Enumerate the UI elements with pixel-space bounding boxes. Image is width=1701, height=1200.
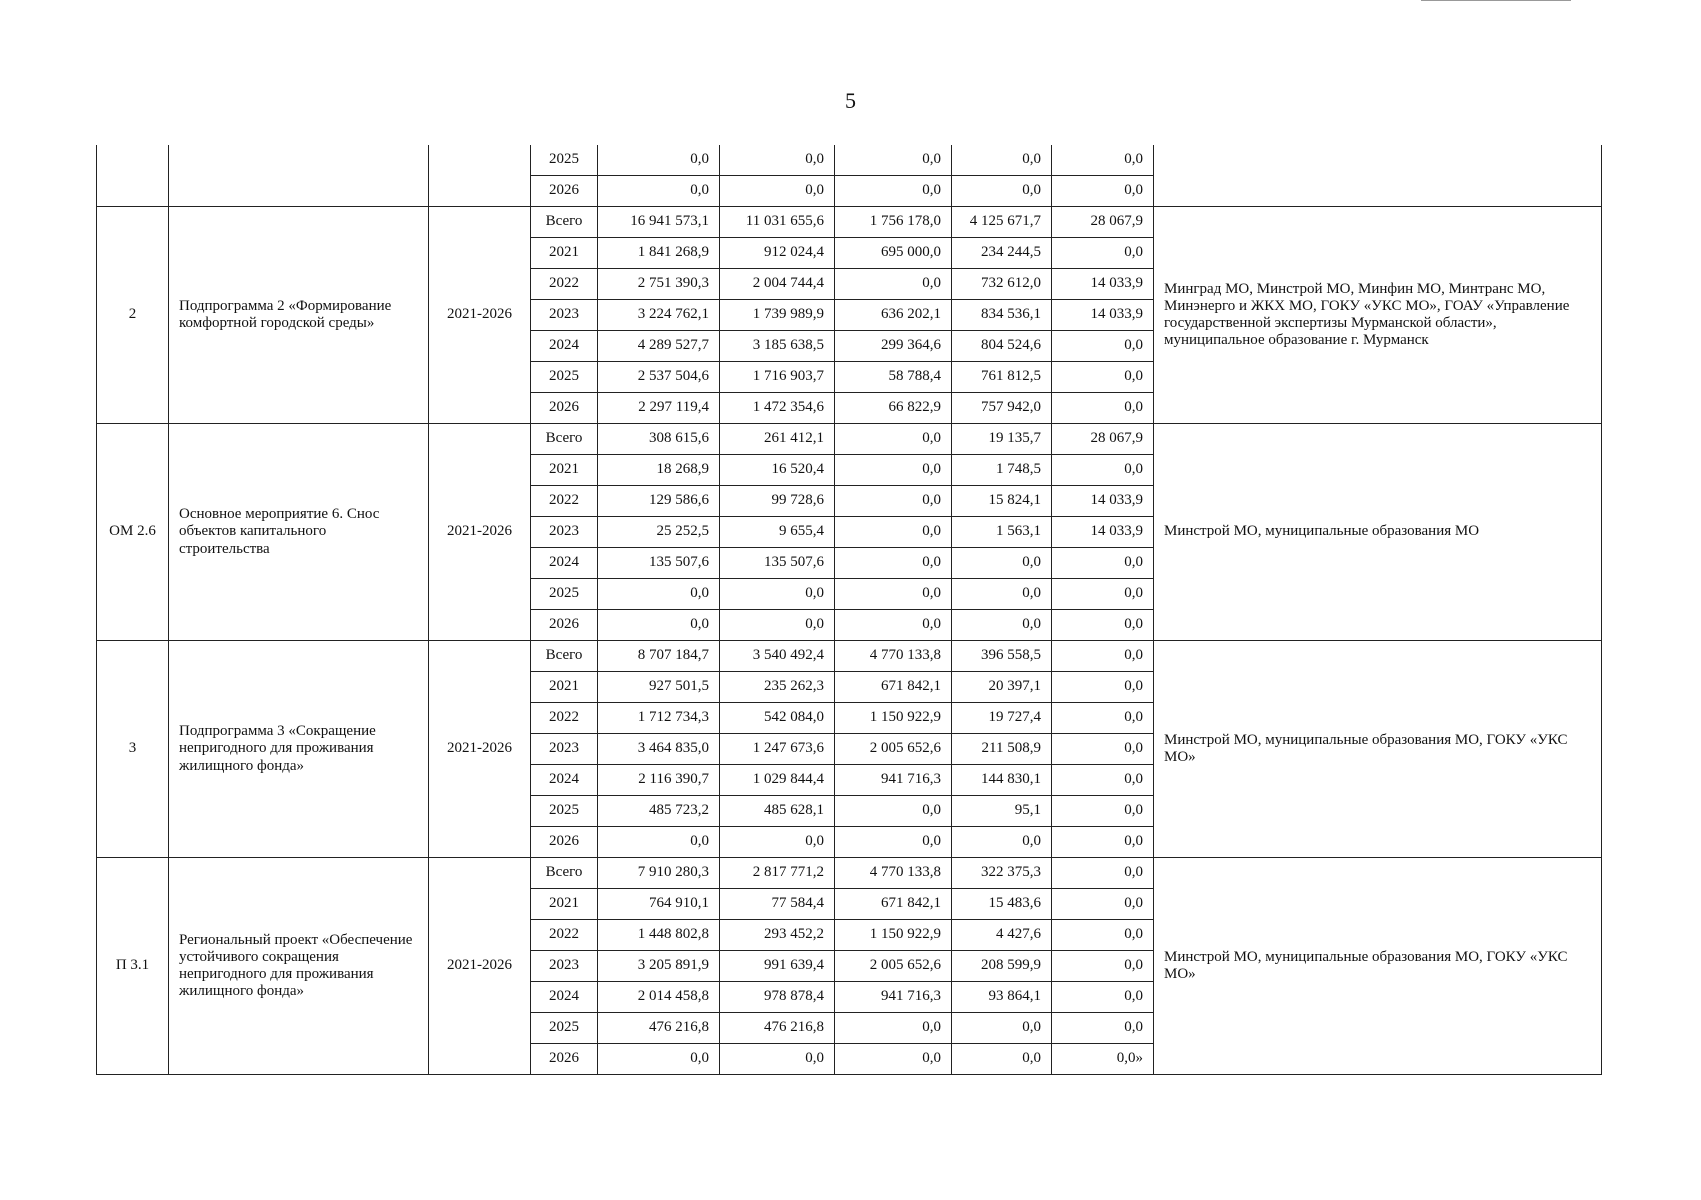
amount-cell: 0,0 <box>1052 827 1154 858</box>
year-cell: 2025 <box>531 145 598 176</box>
amount-cell: 1 029 844,4 <box>720 765 835 796</box>
amount-cell: 0,0 <box>952 548 1052 579</box>
amount-cell: 0,0 <box>952 579 1052 610</box>
amount-cell: 978 878,4 <box>720 982 835 1013</box>
amount-cell: 941 716,3 <box>835 765 952 796</box>
amount-cell: 0,0 <box>1052 1013 1154 1044</box>
year-cell: 2023 <box>531 517 598 548</box>
amount-cell: 1 739 989,9 <box>720 300 835 331</box>
item-name <box>169 145 429 207</box>
amount-cell: 0,0 <box>835 827 952 858</box>
year-cell: 2026 <box>531 610 598 641</box>
year-cell: 2024 <box>531 548 598 579</box>
year-cell: 2026 <box>531 393 598 424</box>
amount-cell: 2 004 744,4 <box>720 269 835 300</box>
amount-cell: 0,0» <box>1052 1044 1154 1075</box>
amount-cell: 0,0 <box>598 1044 720 1075</box>
amount-cell: 0,0 <box>835 548 952 579</box>
year-cell: 2026 <box>531 176 598 207</box>
amount-cell: 0,0 <box>1052 393 1154 424</box>
amount-cell: 0,0 <box>598 145 720 176</box>
amount-cell: 1 472 354,6 <box>720 393 835 424</box>
amount-cell: 0,0 <box>1052 982 1154 1013</box>
amount-cell: 235 262,3 <box>720 672 835 703</box>
amount-cell: 0,0 <box>720 827 835 858</box>
amount-cell: 299 364,6 <box>835 331 952 362</box>
amount-cell: 15 483,6 <box>952 889 1052 920</box>
amount-cell: 0,0 <box>835 1013 952 1044</box>
amount-cell: 1 748,5 <box>952 455 1052 486</box>
amount-cell: 476 216,8 <box>720 1013 835 1044</box>
amount-cell: 28 067,9 <box>1052 207 1154 238</box>
amount-cell: 0,0 <box>1052 145 1154 176</box>
year-cell: 2025 <box>531 362 598 393</box>
year-cell: 2025 <box>531 1013 598 1044</box>
page-number: 5 <box>845 88 856 113</box>
amount-cell: 1 150 922,9 <box>835 703 952 734</box>
executors-cell: Минград МО, Минстрой МО, Минфин МО, Минтранс МО, Минэнерго и ЖКХ МО, ГОКУ «УКС МО», ГОАУ «Управление государственной экспертизы Мурманской области», муниципальное образование г. Мурманск <box>1154 207 1602 424</box>
year-cell: 2022 <box>531 703 598 734</box>
amount-cell: 757 942,0 <box>952 393 1052 424</box>
amount-cell: 211 508,9 <box>952 734 1052 765</box>
amount-cell: 0,0 <box>1052 672 1154 703</box>
amount-cell: 144 830,1 <box>952 765 1052 796</box>
program-funding-table <box>96 145 1602 1075</box>
amount-cell: 2 751 390,3 <box>598 269 720 300</box>
amount-cell: 77 584,4 <box>720 889 835 920</box>
amount-cell: 4 289 527,7 <box>598 331 720 362</box>
amount-cell: 20 397,1 <box>952 672 1052 703</box>
year-cell: 2022 <box>531 269 598 300</box>
amount-cell: 0,0 <box>835 424 952 455</box>
amount-cell: 0,0 <box>720 176 835 207</box>
year-cell: 2024 <box>531 765 598 796</box>
executors-cell: Минстрой МО, муниципальные образования МО <box>1154 424 1602 641</box>
item-period: 2021-2026 <box>429 207 531 424</box>
year-cell: 2023 <box>531 734 598 765</box>
year-cell: 2024 <box>531 331 598 362</box>
year-cell: 2025 <box>531 796 598 827</box>
amount-cell: 7 910 280,3 <box>598 858 720 889</box>
table-row <box>97 145 1602 176</box>
amount-cell: 0,0 <box>835 579 952 610</box>
amount-cell: 14 033,9 <box>1052 486 1154 517</box>
amount-cell: 0,0 <box>1052 176 1154 207</box>
table-row <box>97 207 1602 238</box>
amount-cell: 1 247 673,6 <box>720 734 835 765</box>
amount-cell: 912 024,4 <box>720 238 835 269</box>
amount-cell: 2 817 771,2 <box>720 858 835 889</box>
amount-cell: 9 655,4 <box>720 517 835 548</box>
amount-cell: 1 756 178,0 <box>835 207 952 238</box>
amount-cell: 695 000,0 <box>835 238 952 269</box>
amount-cell: 0,0 <box>1052 796 1154 827</box>
amount-cell: 16 941 573,1 <box>598 207 720 238</box>
amount-cell: 0,0 <box>1052 610 1154 641</box>
amount-cell: 0,0 <box>1052 858 1154 889</box>
amount-cell: 0,0 <box>835 269 952 300</box>
amount-cell: 0,0 <box>1052 920 1154 951</box>
amount-cell: 8 707 184,7 <box>598 641 720 672</box>
amount-cell: 0,0 <box>835 145 952 176</box>
amount-cell: 927 501,5 <box>598 672 720 703</box>
year-cell: 2021 <box>531 889 598 920</box>
amount-cell: 18 268,9 <box>598 455 720 486</box>
year-cell: 2025 <box>531 579 598 610</box>
amount-cell: 4 770 133,8 <box>835 858 952 889</box>
amount-cell: 15 824,1 <box>952 486 1052 517</box>
amount-cell: 0,0 <box>1052 641 1154 672</box>
item-name: Основное мероприятие 6. Снос объектов капитального строительства <box>169 424 429 641</box>
amount-cell: 0,0 <box>952 145 1052 176</box>
amount-cell: 0,0 <box>1052 703 1154 734</box>
amount-cell: 99 728,6 <box>720 486 835 517</box>
amount-cell: 0,0 <box>1052 889 1154 920</box>
amount-cell: 135 507,6 <box>598 548 720 579</box>
amount-cell: 0,0 <box>952 1044 1052 1075</box>
amount-cell: 1 841 268,9 <box>598 238 720 269</box>
amount-cell: 761 812,5 <box>952 362 1052 393</box>
item-code: 3 <box>97 641 169 858</box>
amount-cell: 0,0 <box>598 579 720 610</box>
amount-cell: 0,0 <box>835 176 952 207</box>
top-rule <box>1421 0 1571 1</box>
amount-cell: 19 727,4 <box>952 703 1052 734</box>
amount-cell: 2 537 504,6 <box>598 362 720 393</box>
amount-cell: 129 586,6 <box>598 486 720 517</box>
amount-cell: 3 464 835,0 <box>598 734 720 765</box>
amount-cell: 941 716,3 <box>835 982 952 1013</box>
item-code: ОМ 2.6 <box>97 424 169 641</box>
amount-cell: 4 770 133,8 <box>835 641 952 672</box>
amount-cell: 542 084,0 <box>720 703 835 734</box>
amount-cell: 58 788,4 <box>835 362 952 393</box>
amount-cell: 1 448 802,8 <box>598 920 720 951</box>
amount-cell: 0,0 <box>835 1044 952 1075</box>
amount-cell: 764 910,1 <box>598 889 720 920</box>
year-cell: 2026 <box>531 1044 598 1075</box>
amount-cell: 11 031 655,6 <box>720 207 835 238</box>
amount-cell: 0,0 <box>835 610 952 641</box>
amount-cell: 4 427,6 <box>952 920 1052 951</box>
amount-cell: 636 202,1 <box>835 300 952 331</box>
amount-cell: 0,0 <box>720 579 835 610</box>
table-body <box>97 145 1602 1075</box>
table-row <box>97 641 1602 672</box>
amount-cell: 66 822,9 <box>835 393 952 424</box>
amount-cell: 671 842,1 <box>835 889 952 920</box>
amount-cell: 396 558,5 <box>952 641 1052 672</box>
amount-cell: 93 864,1 <box>952 982 1052 1013</box>
amount-cell: 0,0 <box>1052 734 1154 765</box>
item-code: П 3.1 <box>97 858 169 1075</box>
amount-cell: 322 375,3 <box>952 858 1052 889</box>
amount-cell: 28 067,9 <box>1052 424 1154 455</box>
amount-cell: 0,0 <box>1052 362 1154 393</box>
amount-cell: 0,0 <box>835 796 952 827</box>
amount-cell: 0,0 <box>1052 765 1154 796</box>
amount-cell: 804 524,6 <box>952 331 1052 362</box>
item-name: Подпрограмма 2 «Формирование комфортной городской среды» <box>169 207 429 424</box>
executors-cell: Минстрой МО, муниципальные образования МО, ГОКУ «УКС МО» <box>1154 858 1602 1075</box>
year-cell: 2026 <box>531 827 598 858</box>
year-cell: 2021 <box>531 455 598 486</box>
amount-cell: 208 599,9 <box>952 951 1052 982</box>
table-row <box>97 424 1602 455</box>
item-period <box>429 145 531 207</box>
amount-cell: 3 205 891,9 <box>598 951 720 982</box>
table-row <box>97 858 1602 889</box>
amount-cell: 0,0 <box>1052 951 1154 982</box>
amount-cell: 16 520,4 <box>720 455 835 486</box>
amount-cell: 0,0 <box>598 610 720 641</box>
amount-cell: 135 507,6 <box>720 548 835 579</box>
amount-cell: 0,0 <box>598 827 720 858</box>
amount-cell: 485 723,2 <box>598 796 720 827</box>
amount-cell: 0,0 <box>835 517 952 548</box>
amount-cell: 2 005 652,6 <box>835 734 952 765</box>
amount-cell: 308 615,6 <box>598 424 720 455</box>
amount-cell: 0,0 <box>1052 331 1154 362</box>
amount-cell: 25 252,5 <box>598 517 720 548</box>
year-cell: 2022 <box>531 920 598 951</box>
amount-cell: 2 116 390,7 <box>598 765 720 796</box>
amount-cell: 0,0 <box>952 610 1052 641</box>
amount-cell: 0,0 <box>952 1013 1052 1044</box>
amount-cell: 2 005 652,6 <box>835 951 952 982</box>
year-cell: 2023 <box>531 300 598 331</box>
amount-cell: 0,0 <box>598 176 720 207</box>
item-period: 2021-2026 <box>429 641 531 858</box>
item-code: 2 <box>97 207 169 424</box>
amount-cell: 3 224 762,1 <box>598 300 720 331</box>
item-code <box>97 145 169 207</box>
amount-cell: 476 216,8 <box>598 1013 720 1044</box>
amount-cell: 2 297 119,4 <box>598 393 720 424</box>
amount-cell: 1 563,1 <box>952 517 1052 548</box>
amount-cell: 2 014 458,8 <box>598 982 720 1013</box>
item-period: 2021-2026 <box>429 858 531 1075</box>
amount-cell: 293 452,2 <box>720 920 835 951</box>
amount-cell: 0,0 <box>1052 579 1154 610</box>
year-cell: Всего <box>531 641 598 672</box>
amount-cell: 14 033,9 <box>1052 300 1154 331</box>
year-cell: Всего <box>531 424 598 455</box>
amount-cell: 671 842,1 <box>835 672 952 703</box>
year-cell: 2024 <box>531 982 598 1013</box>
amount-cell: 261 412,1 <box>720 424 835 455</box>
amount-cell: 1 150 922,9 <box>835 920 952 951</box>
year-cell: 2021 <box>531 238 598 269</box>
executors-cell <box>1154 145 1602 207</box>
amount-cell: 485 628,1 <box>720 796 835 827</box>
amount-cell: 3 185 638,5 <box>720 331 835 362</box>
amount-cell: 4 125 671,7 <box>952 207 1052 238</box>
amount-cell: 0,0 <box>952 176 1052 207</box>
amount-cell: 834 536,1 <box>952 300 1052 331</box>
year-cell: Всего <box>531 207 598 238</box>
executors-cell: Минстрой МО, муниципальные образования МО, ГОКУ «УКС МО» <box>1154 641 1602 858</box>
amount-cell: 14 033,9 <box>1052 269 1154 300</box>
year-cell: 2021 <box>531 672 598 703</box>
amount-cell: 0,0 <box>720 1044 835 1075</box>
year-cell: 2022 <box>531 486 598 517</box>
amount-cell: 1 712 734,3 <box>598 703 720 734</box>
amount-cell: 19 135,7 <box>952 424 1052 455</box>
year-cell: Всего <box>531 858 598 889</box>
amount-cell: 732 612,0 <box>952 269 1052 300</box>
amount-cell: 95,1 <box>952 796 1052 827</box>
amount-cell: 0,0 <box>1052 238 1154 269</box>
amount-cell: 3 540 492,4 <box>720 641 835 672</box>
amount-cell: 0,0 <box>1052 455 1154 486</box>
amount-cell: 991 639,4 <box>720 951 835 982</box>
item-period: 2021-2026 <box>429 424 531 641</box>
amount-cell: 0,0 <box>1052 548 1154 579</box>
amount-cell: 234 244,5 <box>952 238 1052 269</box>
amount-cell: 0,0 <box>952 827 1052 858</box>
item-name: Региональный проект «Обеспечение устойчивого сокращения непригодного для проживания жилищного фонда» <box>169 858 429 1075</box>
amount-cell: 0,0 <box>835 455 952 486</box>
amount-cell: 1 716 903,7 <box>720 362 835 393</box>
amount-cell: 0,0 <box>720 145 835 176</box>
amount-cell: 14 033,9 <box>1052 517 1154 548</box>
item-name: Подпрограмма 3 «Сокращение непригодного для проживания жилищного фонда» <box>169 641 429 858</box>
amount-cell: 0,0 <box>835 486 952 517</box>
year-cell: 2023 <box>531 951 598 982</box>
amount-cell: 0,0 <box>720 610 835 641</box>
